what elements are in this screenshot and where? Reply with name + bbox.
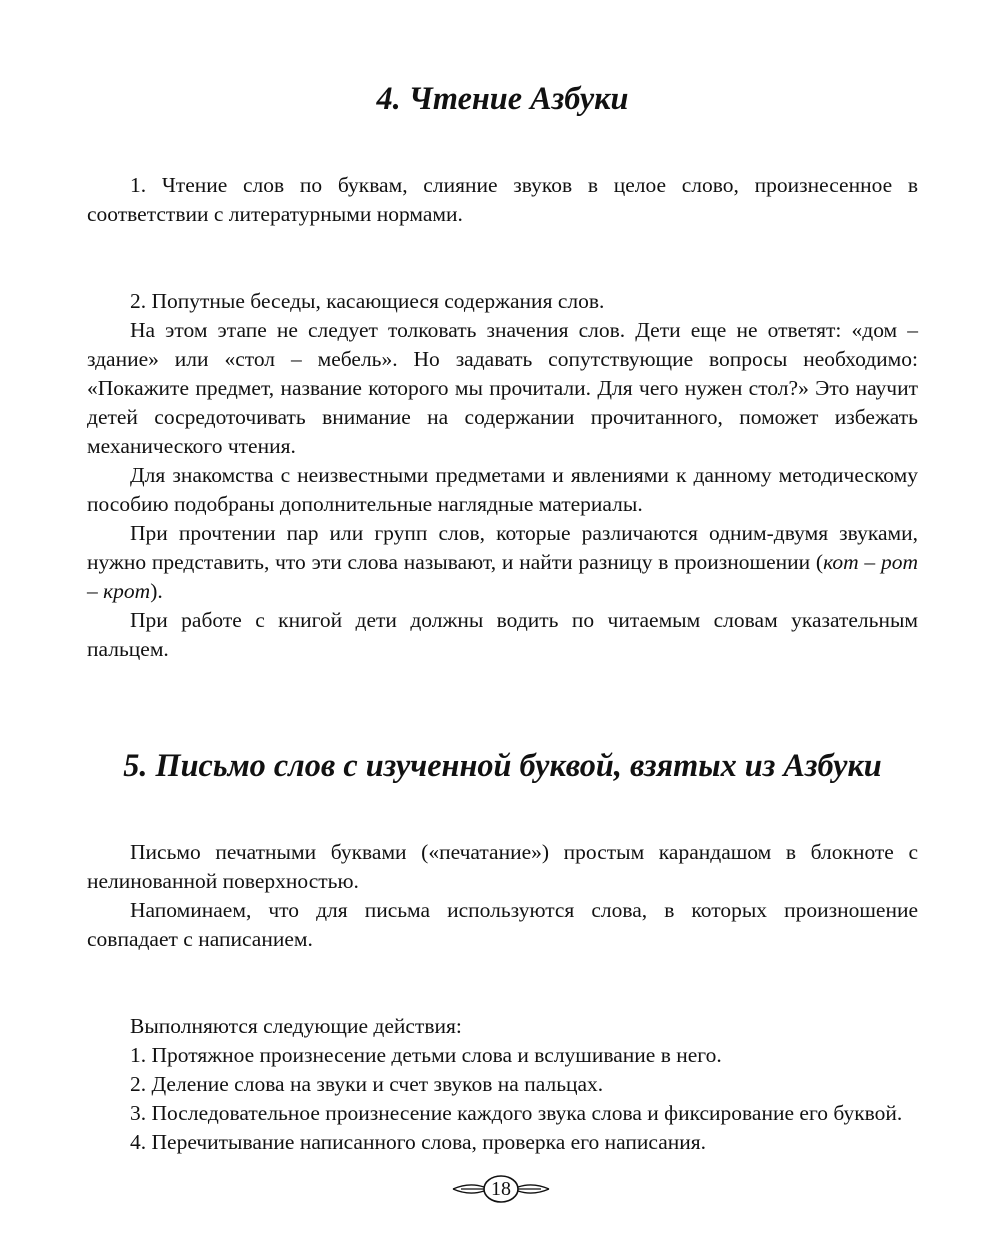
page-number-ornament <box>451 1172 551 1206</box>
step-item: 2. Деление слова на звуки и счет звуков на пальцах. <box>130 1072 604 1096</box>
example-words: кот – рот – крот <box>87 550 918 603</box>
section-4-paragraph-5 <box>87 519 918 606</box>
step-item: 3. Последовательное произнесение каждого звука слова и фиксирование его буквой. <box>130 1101 903 1125</box>
step-item: 4. Перечитывание написанного слова, проверка его написания. <box>130 1130 707 1154</box>
section-4-paragraph-3: На этом этапе не следует толковать значения слов. Дети еще не ответят: «дом – здание» или «стол – мебель». Но задавать сопутствующие вопросы необходимо: «Покажите предмет, название которого мы прочитали. Для чего нужен стол?» Это научит детей сосредоточивать внимание на содержании прочитанного, поможет избежать механического чтения. <box>87 318 918 458</box>
spacer <box>87 954 918 1012</box>
section-5-heading: 5. Письмо слов с изученной буквой, взятых из Азбуки <box>123 747 882 783</box>
spacer <box>87 780 918 838</box>
section-5-paragraph-1: Письмо печатными буквами («печатание») простым карандашом в блокноте с нелинованной поверхностью. <box>87 840 918 893</box>
section-4-paragraph-2: 2. Попутные беседы, касающиеся содержания слов. <box>130 289 605 313</box>
section-5-paragraph-3: Выполняются следующие действия: <box>130 1014 462 1038</box>
section-4-heading: 4. Чтение Азбуки <box>376 80 629 116</box>
section-4-paragraph-1: 1. Чтение слов по буквам, слияние звуков в целое слово, произнесенное в соответствии с литературными нормами. <box>87 173 918 226</box>
section-4-paragraph-6: При работе с книгой дети должны водить по читаемым словам указательным пальцем. <box>87 608 918 661</box>
page-content <box>87 80 918 1157</box>
section-5-paragraph-2: Напоминаем, что для письма используются слова, в которых произношение совпадает с написанием. <box>87 898 918 951</box>
spacer <box>87 113 918 171</box>
step-item: 1. Протяжное произнесение детьми слова и вслушивание в него. <box>130 1043 722 1067</box>
paragraph-5-text: При прочтении пар или групп слов, которые различаются одним-двумя звуками, нужно представить, что эти слова называют, и найти разницу в произношении ( <box>87 521 918 574</box>
spacer <box>87 229 918 287</box>
spacer <box>87 664 918 722</box>
paragraph-5-end: ). <box>150 579 163 603</box>
section-4-paragraph-4: Для знакомства с неизвестными предметами и явлениями к данному методическому пособию подобраны дополнительные наглядные материалы. <box>87 463 918 516</box>
page-number: 18 <box>491 1178 511 1200</box>
